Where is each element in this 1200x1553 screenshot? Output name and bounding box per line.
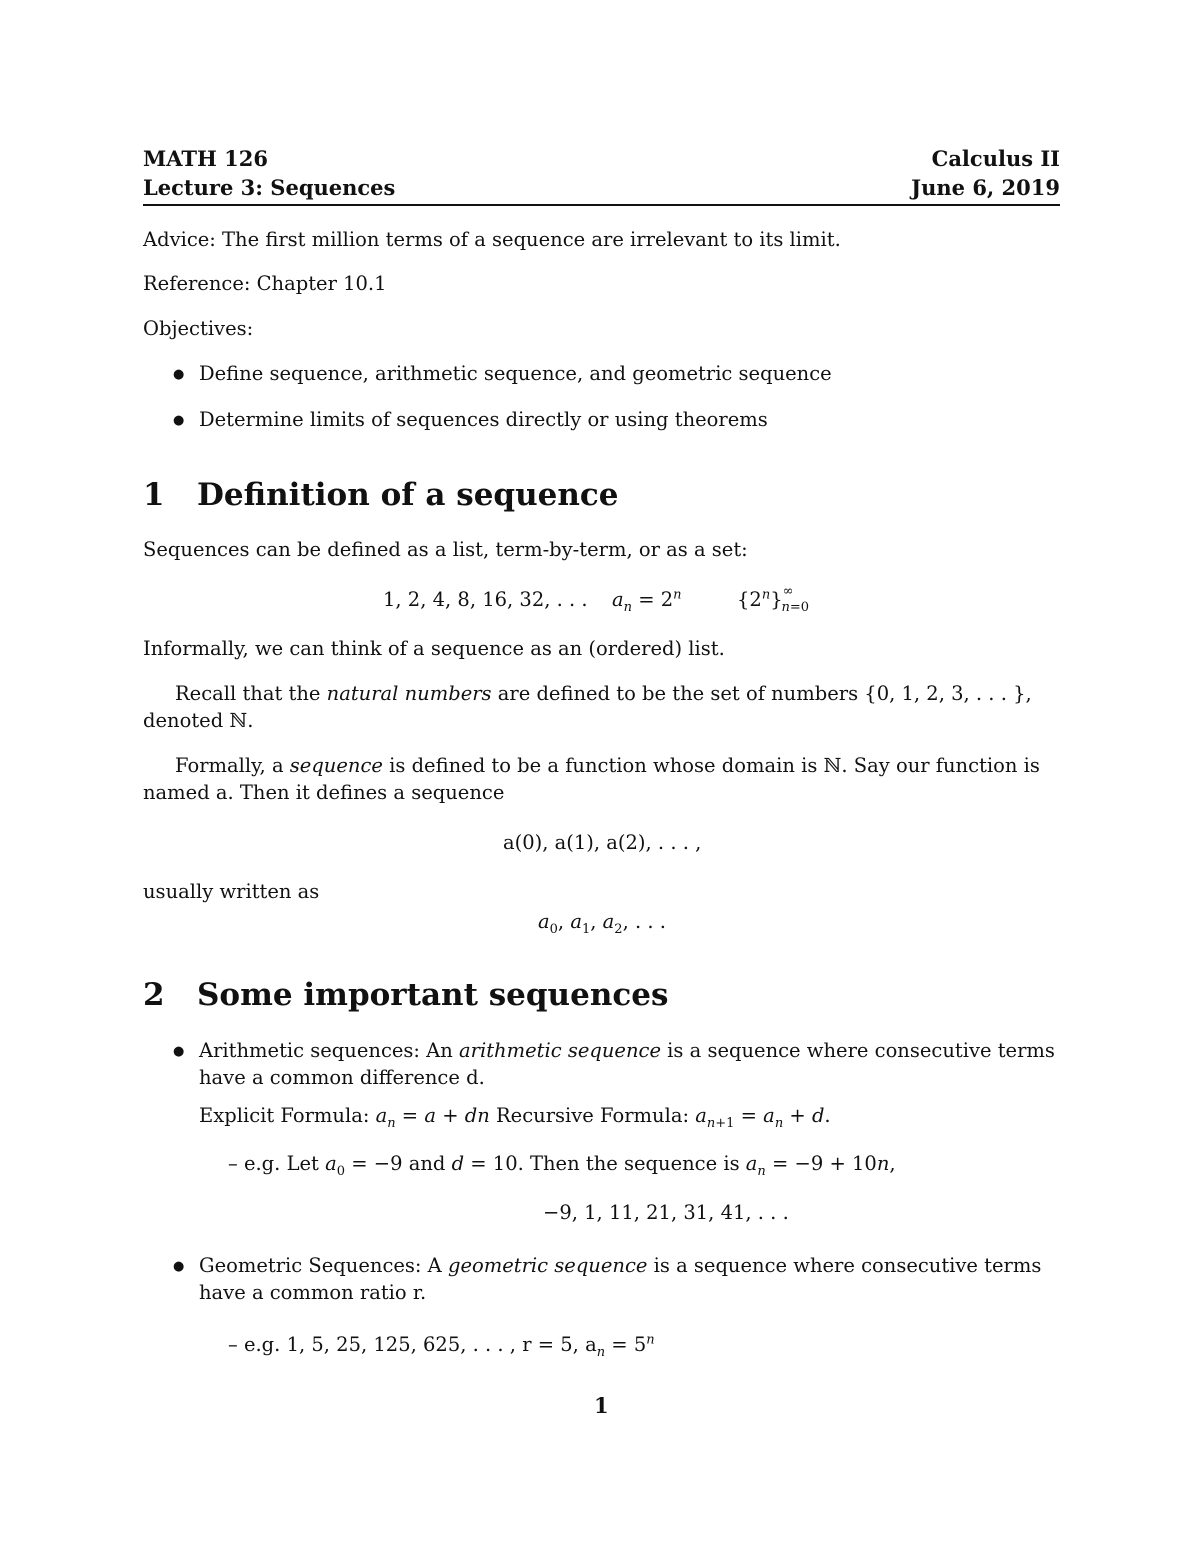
paragraph: usually written as xyxy=(143,880,320,903)
header-rule xyxy=(143,204,1060,206)
arithmetic-definition: Arithmetic sequences: An arithmetic sequence is a sequence where consecutive terms xyxy=(199,1039,1055,1062)
equation-set: $\{2^n\}^\infty_{n=0}$ xyxy=(737,583,810,615)
reference-text: Reference: Chapter 10.1 xyxy=(143,272,387,295)
equation-formula: $a_n = 2^n$ xyxy=(612,587,682,615)
equation-subscripts: $a_0$, $a_1$, $a_2$, . . . xyxy=(538,910,666,937)
objectives-label: Objectives: xyxy=(143,317,254,340)
section-number: 1 xyxy=(143,477,165,513)
arithmetic-example-sequence: −9, 1, 11, 21, 31, 41, . . . xyxy=(543,1201,789,1224)
objective-item: Determine limits of sequences directly or using theorems xyxy=(199,408,768,431)
section-number: 2 xyxy=(143,977,165,1013)
section-title: Definition of a sequence xyxy=(197,477,619,513)
course-subject: Calculus II xyxy=(931,146,1060,171)
paragraph-line: named a. Then it defines a sequence xyxy=(143,781,505,804)
paragraph: Formally, a sequence is defined to be a function whose domain is ℕ. Say our function is xyxy=(175,754,1040,777)
equation-func: a(0), a(1), a(2), . . . , xyxy=(503,831,702,854)
paragraph: Sequences can be defined as a list, term-by-term, or as a set: xyxy=(143,538,748,561)
geometric-definition: Geometric Sequences: A geometric sequence is a sequence where consecutive terms xyxy=(199,1254,1042,1277)
paragraph-line: denoted ℕ. xyxy=(143,709,254,732)
arithmetic-definition-line: have a common difference d. xyxy=(199,1066,485,1089)
bullet-icon: ● xyxy=(173,1044,185,1059)
section-title: Some important sequences xyxy=(197,977,669,1013)
course-code: MATH 126 xyxy=(143,146,269,171)
geometric-definition-line: have a common ratio r. xyxy=(199,1281,427,1304)
paragraph: Recall that the natural numbers are defined to be the set of numbers {0, 1, 2, 3, . . . }, xyxy=(175,682,1032,705)
lecture-title: Lecture 3: Sequences xyxy=(143,175,396,200)
bullet-icon: ● xyxy=(173,1259,185,1274)
arithmetic-formulas: Explicit Formula: $a_n = a$ + dn Recursive Formula: $a_{n+1} = a_n + d$. xyxy=(199,1104,831,1131)
page-number: 1 xyxy=(594,1393,609,1418)
geometric-example: – e.g. 1, 5, 25, 125, 625, . . . , r = 5, $a_n = 5^n$ xyxy=(228,1332,655,1360)
lecture-date: June 6, 2019 xyxy=(911,175,1060,200)
paragraph: Informally, we can think of a sequence as an (ordered) list. xyxy=(143,637,725,660)
bullet-icon: ● xyxy=(173,367,185,382)
advice-text: Advice: The first million terms of a sequence are irrelevant to its limit. xyxy=(143,228,841,251)
equation-list: 1, 2, 4, 8, 16, 32, . . . xyxy=(383,588,588,611)
objective-item: Define sequence, arithmetic sequence, and geometric sequence xyxy=(199,362,832,385)
bullet-icon: ● xyxy=(173,413,185,428)
arithmetic-example: – e.g. Let $a_0 = -9$ and d = 10. Then the sequence is $a_n = -9 + 10n$, xyxy=(228,1152,896,1179)
